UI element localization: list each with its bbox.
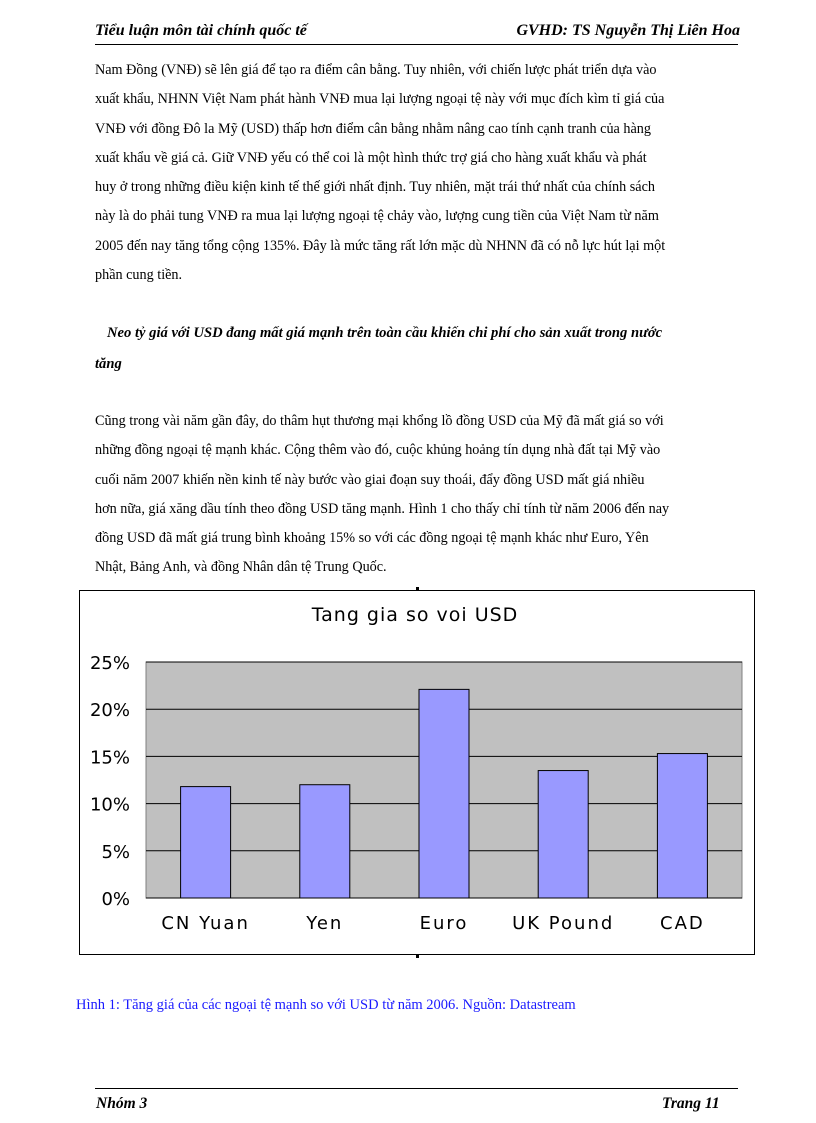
paragraph-line: Nhật, Bảng Anh, và đồng Nhân dân tệ Trung Quốc. [95,559,387,576]
paragraph-line: những đồng ngoại tệ mạnh khác. Cộng thêm vào đó, cuộc khủng hoảng tín dụng nhà đất tại Mỹ vào [95,442,661,459]
bar-chart [80,591,754,954]
y-tick-label: 10% [89,794,130,816]
section-heading-line: tăng [95,356,122,372]
paragraph-line: đồng USD đã mất giá trung bình khoảng 15% so với các đồng ngoại tệ mạnh khác như Euro, Yên [95,530,649,547]
paragraph-line: Nam Đồng (VNĐ) sẽ lên giá để tạo ra điểm cân bằng. Tuy nhiên, với chiến lược phát triển dựa vào [95,62,657,78]
bar [181,787,231,898]
x-tick-label: UK Pound [512,913,615,934]
y-tick-label: 20% [89,700,130,722]
bar [419,689,469,898]
paragraph-line: xuất khẩu về giá cả. Giữ VNĐ yếu có thể coi là một hình thức trợ giá cho hàng xuất khẩu và phát [95,149,647,166]
paragraph-line: Cũng trong vài năm gần đây, do thâm hụt thương mại khổng lồ đồng USD của Mỹ đã mất giá so với [95,413,664,429]
paragraph-line: cuối năm 2007 khiến nền kinh tế này bước vào giai đoạn suy thoái, đẩy đồng USD mất giá nhiều [95,471,645,488]
x-tick-label: CAD [660,913,705,934]
section-heading-line: Neo tỷ giá với USD đang mất giá mạnh trên toàn cầu khiến chi phí cho sản xuất trong nước [107,325,663,341]
paragraph-line: hơn nữa, giá xăng dầu tính theo đồng USD tăng mạnh. Hình 1 cho thấy chỉ tính từ năm 2006 đến nay [95,500,670,517]
header-course-title: Tiểu luận môn tài chính quốc tế [95,22,307,39]
footer-page-number: Trang 11 [662,1095,720,1112]
paragraph-line: phần cung tiền. [95,267,183,284]
bar [538,771,588,898]
footer-group: Nhóm 3 [96,1095,148,1112]
chart-frame [79,590,755,955]
bar [657,754,707,898]
footer-divider [95,1088,738,1089]
anchor-mark [416,954,419,958]
x-tick-label: Yen [306,913,344,934]
y-tick-label: 5% [101,841,130,863]
paragraph-usd [95,407,745,583]
page-header [95,20,738,45]
paragraph-line: VNĐ với đồng Đô la Mỹ (USD) thấp hơn điểm cân bằng nhằm nâng cao tính cạnh tranh của hàng [95,120,651,137]
x-tick-label: Euro [419,913,469,934]
x-tick-label: CN Yuan [161,913,250,934]
y-tick-label: 0% [101,889,130,910]
section-heading [95,318,745,380]
bar [300,785,350,898]
chart-title: Tang gia so voi USD [311,604,519,626]
paragraph-line: 2005 đến nay tăng tổng cộng 135%. Đây là mức tăng rất lớn mặc dù NHNN đã có nỗ lực hút lại một [95,237,666,254]
y-tick-label: 25% [89,653,130,674]
paragraph-intro [95,56,745,290]
paragraph-line: xuất khẩu, NHNN Việt Nam phát hành VNĐ mua lại lượng ngoại tệ này với mục đích kìm tỉ giá của [95,91,665,108]
paragraph-line: huy ở trong những điều kiện kinh tế thế giới nhất định. Tuy nhiên, mặt trái thứ nhất của chính sách [95,179,655,196]
figure-caption: Hình 1: Tăng giá của các ngoại tệ mạnh so với USD từ năm 2006. Nguồn: Datastream [76,997,576,1013]
header-instructor: GVHD: TS Nguyễn Thị Liên Hoa [516,22,740,39]
paragraph-line: này là do phải tung VNĐ ra mua lại lượng ngoại tệ chảy vào, lượng cung tiền của Việt Nam từ năm [95,208,659,225]
y-tick-label: 15% [89,747,130,769]
